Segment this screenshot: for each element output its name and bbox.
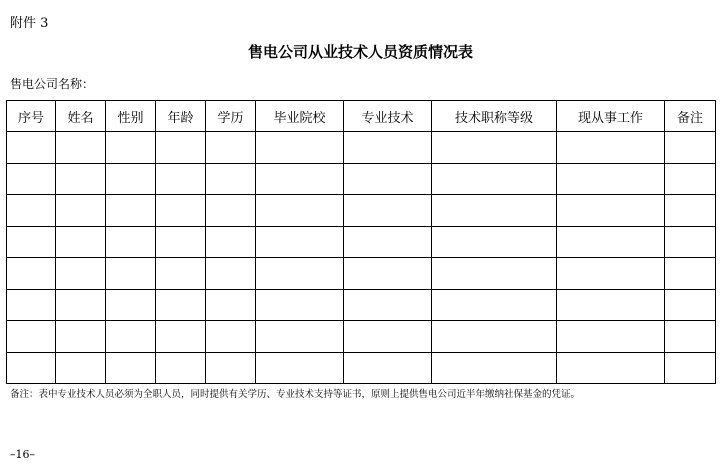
table-cell — [256, 132, 344, 164]
page-number: –16– — [10, 448, 35, 461]
table-cell — [206, 226, 256, 258]
table-cell — [7, 352, 56, 384]
table-cell — [344, 289, 432, 321]
column-header: 技术职称等级 — [432, 101, 557, 132]
table-row — [7, 132, 716, 164]
table-cell — [344, 321, 432, 353]
table-cell — [557, 132, 665, 164]
table-cell — [106, 289, 156, 321]
table-cell — [256, 226, 344, 258]
table-cell — [665, 258, 716, 290]
table-cell — [344, 226, 432, 258]
table-cell — [432, 352, 557, 384]
table-cell — [7, 132, 56, 164]
table-cell — [156, 289, 206, 321]
table-cell — [106, 163, 156, 195]
table-cell — [344, 163, 432, 195]
column-header: 毕业院校 — [256, 101, 344, 132]
table-note: 备注：表中专业技术人员必须为全职人员，同时提供有关学历、专业技术支持等证书，原则上提供售电公司近半年缴纳社保基金的凭证。 — [10, 389, 581, 400]
table-cell — [432, 163, 557, 195]
table-cell — [7, 258, 56, 290]
table-cell — [665, 321, 716, 353]
table-cell — [206, 321, 256, 353]
table-cell — [206, 163, 256, 195]
table-cell — [206, 195, 256, 227]
table-cell — [156, 258, 206, 290]
attachment-label: 附件 3 — [10, 16, 49, 31]
table-cell — [557, 226, 665, 258]
table-cell — [256, 321, 344, 353]
table-cell — [557, 289, 665, 321]
table-cell — [432, 321, 557, 353]
table-cell — [432, 258, 557, 290]
table-cell — [344, 195, 432, 227]
table-cell — [256, 352, 344, 384]
table-cell — [557, 352, 665, 384]
table-cell — [7, 226, 56, 258]
table-row — [7, 226, 716, 258]
table-cell — [156, 321, 206, 353]
table-cell — [7, 195, 56, 227]
table-cell — [665, 289, 716, 321]
column-header: 学历 — [206, 101, 256, 132]
table-cell — [206, 289, 256, 321]
column-header: 年龄 — [156, 101, 206, 132]
column-header: 姓名 — [56, 101, 106, 132]
table-cell — [344, 132, 432, 164]
table-cell — [56, 226, 106, 258]
table-row — [7, 352, 716, 384]
table-cell — [344, 258, 432, 290]
company-name-label: 售电公司名称： — [10, 77, 95, 91]
table-cell — [106, 321, 156, 353]
table-cell — [156, 163, 206, 195]
table-cell — [156, 132, 206, 164]
table-cell — [557, 163, 665, 195]
table-cell — [56, 132, 106, 164]
table-cell — [665, 163, 716, 195]
table-cell — [156, 195, 206, 227]
table-row — [7, 195, 716, 227]
table-cell — [7, 321, 56, 353]
table-cell — [56, 195, 106, 227]
table-cell — [206, 258, 256, 290]
table-cell — [557, 258, 665, 290]
table-cell — [256, 289, 344, 321]
table-cell — [665, 226, 716, 258]
table-cell — [432, 226, 557, 258]
qualification-table — [6, 100, 716, 384]
table-cell — [56, 163, 106, 195]
table-body — [7, 132, 716, 384]
table-header-row — [7, 101, 716, 132]
table-cell — [344, 352, 432, 384]
table-cell — [56, 352, 106, 384]
table-cell — [106, 352, 156, 384]
table-cell — [665, 352, 716, 384]
document-title: 售电公司从业技术人员资质情况表 — [247, 43, 473, 61]
table-row — [7, 289, 716, 321]
table-cell — [256, 195, 344, 227]
table-cell — [557, 195, 665, 227]
table-cell — [156, 352, 206, 384]
table-cell — [56, 321, 106, 353]
table-cell — [56, 258, 106, 290]
table-cell — [106, 226, 156, 258]
table-row — [7, 321, 716, 353]
table-cell — [56, 289, 106, 321]
table-cell — [256, 163, 344, 195]
column-header: 专业技术 — [344, 101, 432, 132]
table-cell — [7, 163, 56, 195]
column-header: 序号 — [7, 101, 56, 132]
column-header: 性别 — [106, 101, 156, 132]
table-cell — [432, 195, 557, 227]
column-header: 备注 — [665, 101, 716, 132]
table-cell — [256, 258, 344, 290]
table-row — [7, 258, 716, 290]
table-row — [7, 163, 716, 195]
column-header: 现从事工作 — [557, 101, 665, 132]
table-cell — [665, 195, 716, 227]
table-cell — [7, 289, 56, 321]
table-cell — [106, 132, 156, 164]
table-cell — [432, 132, 557, 164]
table-cell — [665, 132, 716, 164]
table-cell — [206, 132, 256, 164]
table-cell — [206, 352, 256, 384]
table-cell — [106, 195, 156, 227]
table-cell — [432, 289, 557, 321]
table-cell — [106, 258, 156, 290]
table-cell — [557, 321, 665, 353]
table-cell — [156, 226, 206, 258]
